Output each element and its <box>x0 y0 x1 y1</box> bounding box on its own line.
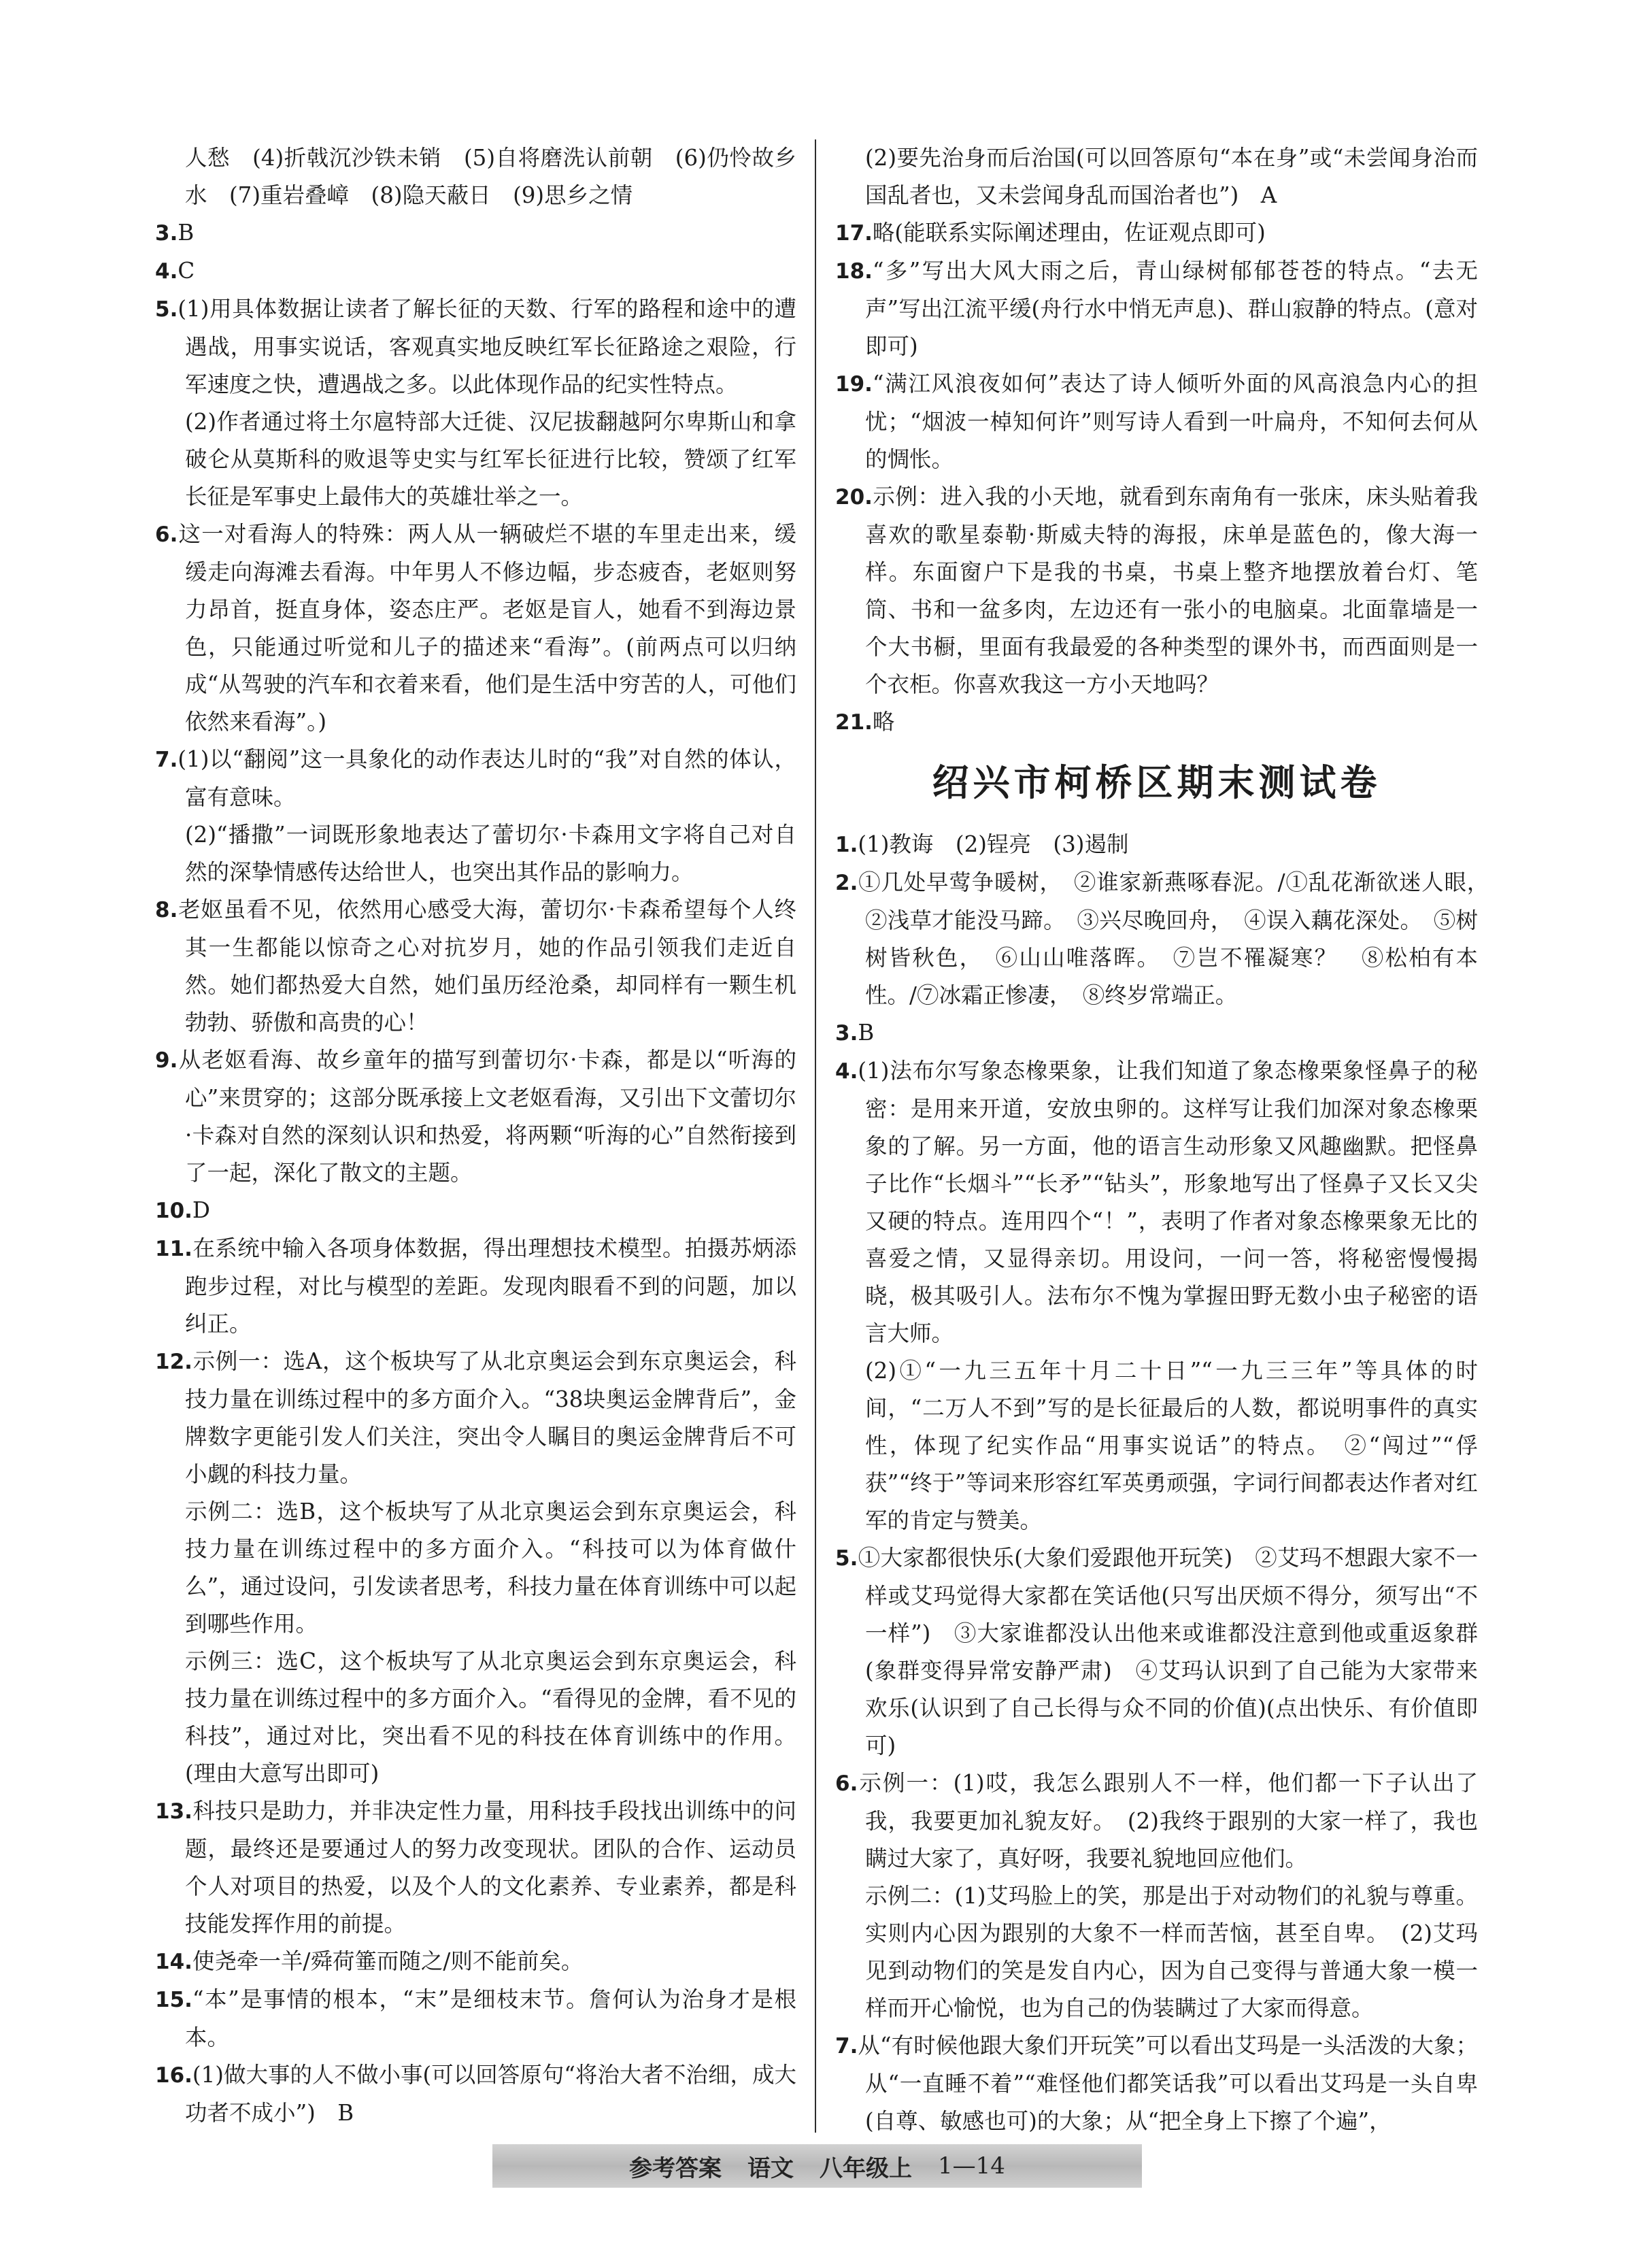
right-column <box>835 139 1500 2140</box>
answer-sub-item <box>835 1878 1478 2027</box>
column-divider <box>815 139 816 2133</box>
answer-number: 3. <box>155 221 178 246</box>
answer-item <box>835 703 1478 741</box>
answer-text: “多”写出大风大雨之后，青山绿树郁郁苍苍的特点。“去无声”写出江流平缓(舟行水中悄无声息)、群山寂静的特点。(意对即可) <box>865 258 1478 359</box>
answer-text: 老妪虽看不见，依然用心感受大海，蕾切尔·卡森希望每个人终其一生都能以惊奇之心对抗岁月，她的作品引领我们走近自然。她们都热爱大自然，她们虽历经沧桑，却同样有一颗生机勃勃、骄傲和高贵的心！ <box>178 897 796 1035</box>
answer-item <box>155 1792 796 1943</box>
answer-text: 示例二：(1)艾玛脸上的笑，那是出于对动物们的礼貌与尊重。实则内心因为跟别的大象不一样而苦恼，甚至自卑。 (2)艾玛见到动物们的笑是发自内心，因为自己变得与普通大象一模一样而开心愉悦，也为自己的伪装瞒过了大家而得意。 <box>865 1883 1478 2021</box>
answer-text: 示例一：选A，这个板块写了从北京奥运会到东京奥运会，科技力量在训练过程中的多方面介入。“38块奥运金牌背后”，金牌数字更能引发人们关注，突出令人瞩目的奥运金牌背后不可小觑的科技力量。 <box>185 1348 796 1487</box>
answer-number: 16. <box>155 2063 192 2088</box>
answer-number: 6. <box>155 522 178 547</box>
answer-item <box>835 1014 1478 1052</box>
answer-text: (1)用具体数据让读者了解长征的天数、行军的路程和途中的遭遇战，用事实说话，客观真实地反映红军长征路途之艰险，行军速度之快，遭遇战之多。以此体现作品的纪实性特点。 <box>178 296 796 397</box>
answer-text: 示例一：(1)哎，我怎么跟别人不一样，他们都一下子认出了我，我要更加礼貌友好。 (2)我终于跟别的大家一样了，我也瞒过大家了，真好呀，我要礼貌地回应他们。 <box>858 1770 1478 1871</box>
answer-item <box>835 1765 1478 1878</box>
footer-page-number: 1—14 <box>938 2152 1005 2180</box>
answer-number: 18. <box>835 259 873 284</box>
answer-number: 17. <box>835 221 873 246</box>
answer-item <box>155 741 796 816</box>
answer-text: 略(能联系实际阐述理由，佐证观点即可) <box>872 220 1266 246</box>
answer-item <box>155 1230 796 1343</box>
answer-item <box>155 2056 796 2132</box>
answer-number: 6. <box>835 1771 858 1796</box>
answer-number: 7. <box>155 748 178 772</box>
answer-item <box>155 1192 796 1230</box>
answer-sub-item <box>835 139 1478 214</box>
left-column <box>155 139 796 2132</box>
answer-item <box>835 252 1478 365</box>
answer-text: (2)作者通过将土尔扈特部大迁徙、汉尼拔翻越阿尔卑斯山和拿破仑从莫斯科的败退等史实与红军长征进行比较，赞颂了红军长征是军事史上最伟大的英雄壮举之一。 <box>185 409 796 510</box>
answer-number: 21. <box>835 710 873 735</box>
answer-number: 1. <box>835 833 858 857</box>
answer-number: 15. <box>155 1988 192 2012</box>
answer-number: 9. <box>155 1048 178 1073</box>
answer-number: 2. <box>835 871 858 895</box>
answer-text: 人愁 (4)折戟沉沙铁未销 (5)自将磨洗认前朝 (6)仍怜故乡水 (7)重岩叠嶂 (8)隐天蔽日 (9)思乡之情 <box>185 145 796 208</box>
answer-text: (2)要先治身而后治国(可以回答原句“本在身”或“未尝闻身治而国乱者也，又未尝闻身乱而国治者也”) A <box>865 145 1478 208</box>
answer-text: ①几处早莺争暖树， ②谁家新燕啄春泥。/①乱花渐欲迷人眼， ②浅草才能没马蹄。 ③兴尽晚回舟， ④误入藕花深处。 ⑤树树皆秋色， ⑥山山唯落晖。 ⑦岂不罹凝寒？ ⑧松柏有本性。/⑦冰霜正惨凄， ⑧终岁常端正。 <box>858 869 1500 1008</box>
answer-number: 12. <box>155 1350 192 1374</box>
page-footer <box>492 2144 1142 2188</box>
answer-text: “本”是事情的根本，“末”是细枝末节。詹何认为治身才是根本。 <box>185 1986 796 2050</box>
answer-text: B <box>858 1020 875 1046</box>
answer-number: 20. <box>835 485 873 510</box>
answer-item <box>155 1943 796 1981</box>
answer-number: 5. <box>155 297 178 322</box>
answer-text: 这一对看海人的特殊：两人从一辆破烂不堪的车里走出来，缓缓走向海滩去看海。中年男人不修边幅，步态疲杳，老妪则努力昂首，挺直身体，姿态庄严。老妪是盲人，她看不到海边景色，只能通过听觉和儿子的描述来“看海”。(前两点可以归纳成“从驾驶的汽车和衣着来看，他们是生活中穷苦的人，可他们依然来看海”。) <box>178 521 796 735</box>
answer-text: (1)法布尔写象态橡栗象，让我们知道了象态橡栗象怪鼻子的秘密：是用来开道，安放虫卵的。这样写让我们加深对象态橡栗象的了解。另一方面，他的语言生动形象又风趣幽默。把怪鼻子比作“长烟斗”“长矛”“钻头”，形象地写出了怪鼻子又长又尖又硬的特点。连用四个“！”，表明了作者对象态橡栗象无比的喜爱之情，又显得亲切。用设问，一问一答，将秘密慢慢揭晓，极其吸引人。法布尔不愧为掌握田野无数小虫子秘密的语言大师。 <box>858 1058 1478 1346</box>
answer-item <box>835 1539 1478 1765</box>
answer-text: (1)教诲 (2)锃亮 (3)遏制 <box>858 831 1129 857</box>
section-title: 绍兴市柯桥区期末测试卷 <box>932 761 1381 804</box>
footer-grade: 八年级上 <box>820 2154 913 2182</box>
answer-text: 从“有时候他跟大象们开玩笑”可以看出艾玛是一头活泼的大象；从“一直睡不着”“难怪他们都笑话我”可以看出艾玛是一头自卑(自尊、敏感也可)的大象；从“把全身上下擦了个遍”， <box>858 2033 1478 2134</box>
answer-text: (2)①“一九三五年十月二十日”“一九三三年”等具体的时间，“二万人不到”写的是长征最后的人数，都说明事件的真实性，体现了纪实作品“用事实说话”的特点。 ②“闯过”“俘获”“终于”等词来形容红军英勇顽强，字词行间都表达作者对红军的肯定与赞美。 <box>865 1358 1478 1533</box>
answer-sub-item <box>155 1643 796 1792</box>
answer-number: 5. <box>835 1546 858 1571</box>
answer-number: 3. <box>835 1021 858 1046</box>
answer-text: 使尧牵一羊/舜荷箠而随之/则不能前矣。 <box>192 1948 584 1974</box>
answer-item <box>835 1052 1478 1352</box>
answer-text: C <box>178 258 195 284</box>
answer-item <box>155 1041 796 1192</box>
answer-item <box>835 478 1478 703</box>
right-answers-part-2 <box>835 826 1500 2140</box>
answer-text: 略 <box>872 709 895 735</box>
answer-number: 14. <box>155 1950 192 1974</box>
answer-number: 19. <box>835 372 873 397</box>
answer-number: 10. <box>155 1199 192 1223</box>
answer-sub-item <box>155 1493 796 1643</box>
right-answers-part-1 <box>835 139 1478 741</box>
answer-item <box>155 1981 796 2056</box>
answer-item <box>835 864 1500 1014</box>
answer-number: 8. <box>155 898 178 922</box>
answer-sub-item <box>155 403 796 516</box>
answer-text: 示例二：选B，这个板块写了从北京奥运会到东京奥运会，科技力量在训练过程中的多方面介入。“科技可以为体育做什么”，通过设问，引发读者思考，科技力量在体育训练中可以起到哪些作用。 <box>185 1499 796 1637</box>
answer-text: 在系统中输入各项身体数据，得出理想技术模型。拍摄苏炳添跑步过程，对比与模型的差距。发现肉眼看不到的问题，加以纠正。 <box>185 1235 796 1337</box>
answer-text: 示例三：选C，这个板块写了从北京奥运会到东京奥运会，科技力量在训练过程中的多方面介入。“看得见的金牌，看不见的科技”，通过对比，突出看不见的科技在体育训练中的作用。(理由大意写出即可) <box>185 1648 796 1786</box>
answer-text: B <box>178 220 195 246</box>
answer-text: (1)做大事的人不做小事(可以回答原句“将治大者不治细，成大功者不成小”) B <box>185 2062 796 2126</box>
answer-text: (2)“播撒”一词既形象地表达了蕾切尔·卡森用文字将自己对自然的深挚情感传达给世人，也突出其作品的影响力。 <box>185 822 796 885</box>
answer-text: 科技只是助力，并非决定性力量，用科技手段找出训练中的问题，最终还是要通过人的努力改变现状。团队的合作、运动员个人对项目的热爱，以及个人的文化素养、专业素养，都是科技能发挥作用的前提。 <box>185 1798 796 1937</box>
answer-item <box>155 290 796 403</box>
footer-subject: 语文 <box>747 2154 794 2182</box>
answer-sub-item <box>155 139 796 214</box>
answer-text: D <box>192 1197 210 1223</box>
answer-sub-item <box>155 816 796 891</box>
answer-item <box>155 1343 796 1493</box>
answer-text: “满江风浪夜如何”表达了诗人倾听外面的风高浪急内心的担忧；“烟波一棹知何许”则写诗人看到一叶扁舟，不知何去何从的惆怅。 <box>865 371 1478 472</box>
answer-item <box>155 516 796 741</box>
answer-number: 13. <box>155 1799 192 1824</box>
answer-item <box>835 826 1478 864</box>
answer-text: 从老妪看海、故乡童年的描写到蕾切尔·卡森，都是以“听海的心”来贯穿的；这部分既承接上文老妪看海，又引出下文蕾切尔·卡森对自然的深刻认识和热爱，将两颗“听海的心”自然衔接到了一起，深化了散文的主题。 <box>178 1047 796 1186</box>
answer-number: 7. <box>835 2034 858 2058</box>
answer-number: 4. <box>835 1059 858 1084</box>
answer-item <box>835 214 1478 252</box>
answer-sub-item <box>835 1352 1478 1539</box>
answer-number: 4. <box>155 259 178 284</box>
answer-item <box>155 891 796 1041</box>
answer-text: (1)以“翻阅”这一具象化的动作表达儿时的“我”对自然的体认，富有意味。 <box>178 746 796 810</box>
answer-item <box>155 214 796 252</box>
footer-answer-label: 参考答案 <box>629 2154 722 2182</box>
answer-text: 示例：进入我的小天地，就看到东南角有一张床，床头贴着我喜欢的歌星泰勒·斯威夫特的海报，床单是蓝色的，像大海一样。东面窗户下是我的书桌，书桌上整齐地摆放着台灯、笔筒、书和一盆多肉，左边还有一张小的电脑桌。北面靠墙是一个大书橱，里面有我最爱的各种类型的课外书，而西面则是一个衣柜。你喜欢我这一方小天地吗？ <box>865 484 1478 697</box>
answer-number: 11. <box>155 1237 192 1261</box>
answer-item <box>835 2027 1478 2140</box>
answer-item <box>155 252 796 290</box>
answer-item <box>835 365 1478 478</box>
answer-text: ①大家都很快乐(大象们爱跟他开玩笑) ②艾玛不想跟大家不一样或艾玛觉得大家都在笑话他(只写出厌烦不得分，须写出“不一样”) ③大家谁都没认出他来或谁都没注意到他或重返象群(象群变得异常安静严肃) ④艾玛认识到了自己能为大家带来欢乐(认识到了自己长得与众不同的价值)(点出快乐、有价值即可) <box>858 1545 1478 1758</box>
